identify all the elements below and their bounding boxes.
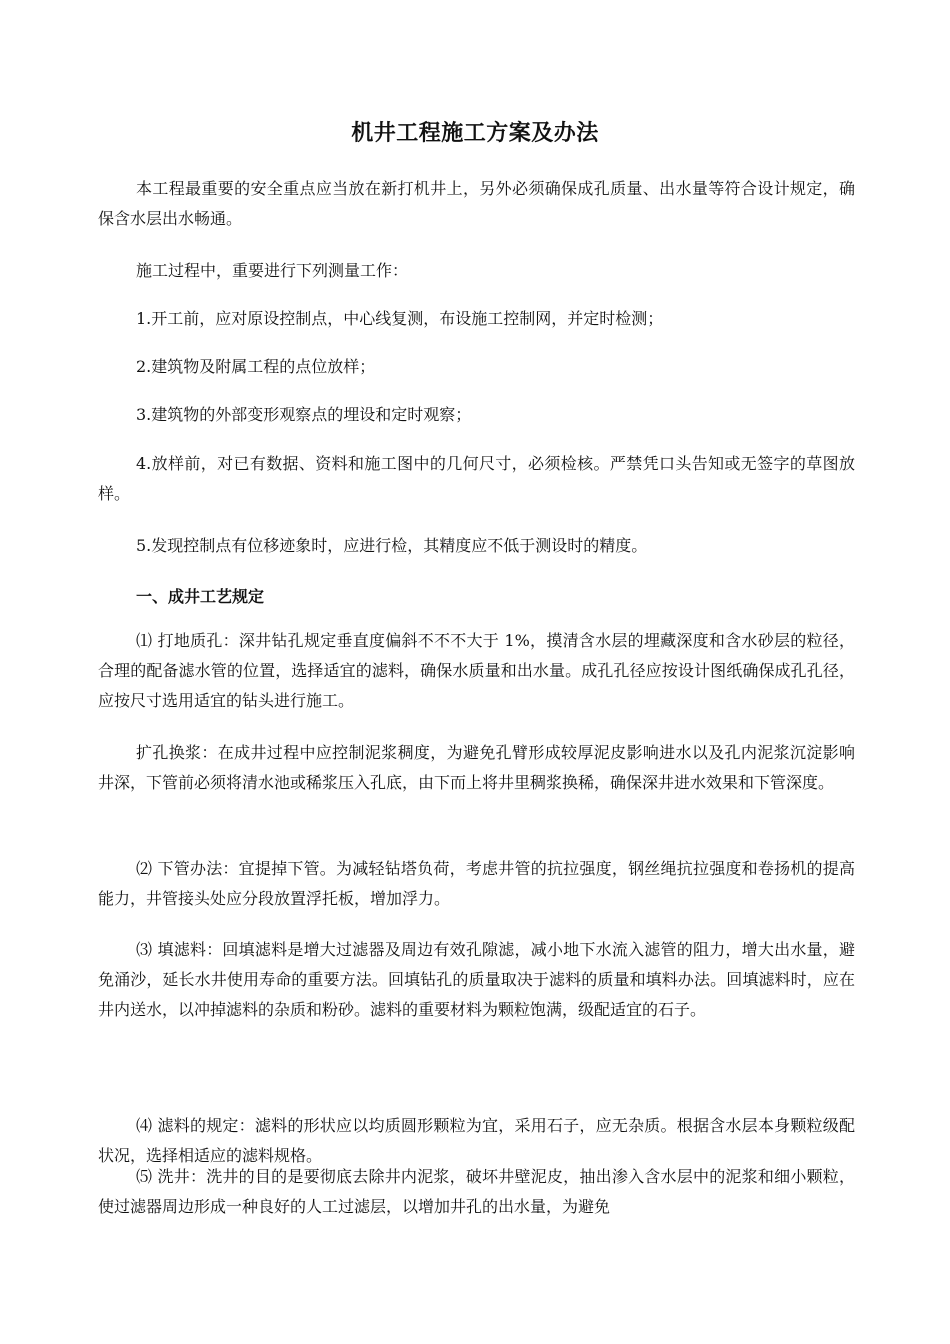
survey-item: 1.开工前，应对原设控制点，中心线复测，布设施工控制网，并定时检测； <box>136 309 664 328</box>
intro-paragraph: 本工程最重要的安全重点应当放在新打机井上，另外必须确保成孔质量、出水量等符合设计规定，确保含水层出水畅通。 <box>98 179 855 228</box>
survey-item: 4.放样前，对已有数据、资料和施工图中的几何尺寸，必须检核。严禁凭口头告知或无签字的草图放样。 <box>98 454 855 503</box>
section-heading: 一、成井工艺规定 <box>136 587 265 606</box>
section-paragraph: ⑶ 填滤料：回填滤料是增大过滤器及周边有效孔隙滤，减小地下水流入滤管的阻力，增大出水量，避免涌沙，延长水井使用寿命的重要方法。回填钻孔的质量取决于滤料的质量和填料办法。回填滤料时，应在井内送水，以冲掉滤料的杂质和粉砂。滤料的重要材料为颗粒饱满，级配适宜的石子。 <box>98 940 855 1019</box>
section-paragraph: 扩孔换浆：在成井过程中应控制泥浆稠度，为避免孔臂形成较厚泥皮影响进水以及孔内泥浆沉淀影响井深，下管前必须将清水池或稀浆压入孔底，由下而上将井里稠浆换稀，确保深井进水效果和下管深度。 <box>98 743 855 792</box>
survey-item: 2.建筑物及附属工程的点位放样； <box>136 357 376 376</box>
section-paragraph: ⑷ 滤料的规定：滤料的形状应以均质圆形颗粒为宜，采用石子，应无杂质。根据含水层本身颗粒级配状况，选择相适应的滤料规格。 <box>98 1116 855 1165</box>
page-title: 机井工程施工方案及办法 <box>351 120 599 146</box>
survey-lead-paragraph: 施工过程中，重要进行下列测量工作： <box>136 261 409 280</box>
section-paragraph: ⑸ 洗井：洗井的目的是要彻底去除井内泥浆，破坏井壁泥皮，抽出渗入含水层中的泥浆和细小颗粒，使过滤器周边形成一种良好的人工过滤层，以增加井孔的出水量，为避免 <box>98 1167 855 1216</box>
survey-item: 5.发现控制点有位移迹象时，应进行检，其精度应不低于测设时的精度。 <box>136 536 648 555</box>
section-paragraph: ⑴ 打地质孔：深井钻孔规定垂直度偏斜不不不大于 1%，摸清含水层的埋藏深度和含水砂层的粒径，合理的配备滤水管的位置，选择适宜的滤料，确保水质量和出水量。成孔孔径应按设计图纸确保成孔孔径，应按尺寸选用适宜的钻头进行施工。 <box>98 631 855 710</box>
section-paragraph: ⑵ 下管办法：宜提掉下管。为减轻钻塔负荷，考虑井管的抗拉强度，钢丝绳抗拉强度和卷扬机的提高能力，井管接头处应分段放置浮托板，增加浮力。 <box>98 859 855 908</box>
survey-item: 3.建筑物的外部变形观察点的埋设和定时观察； <box>136 405 472 424</box>
